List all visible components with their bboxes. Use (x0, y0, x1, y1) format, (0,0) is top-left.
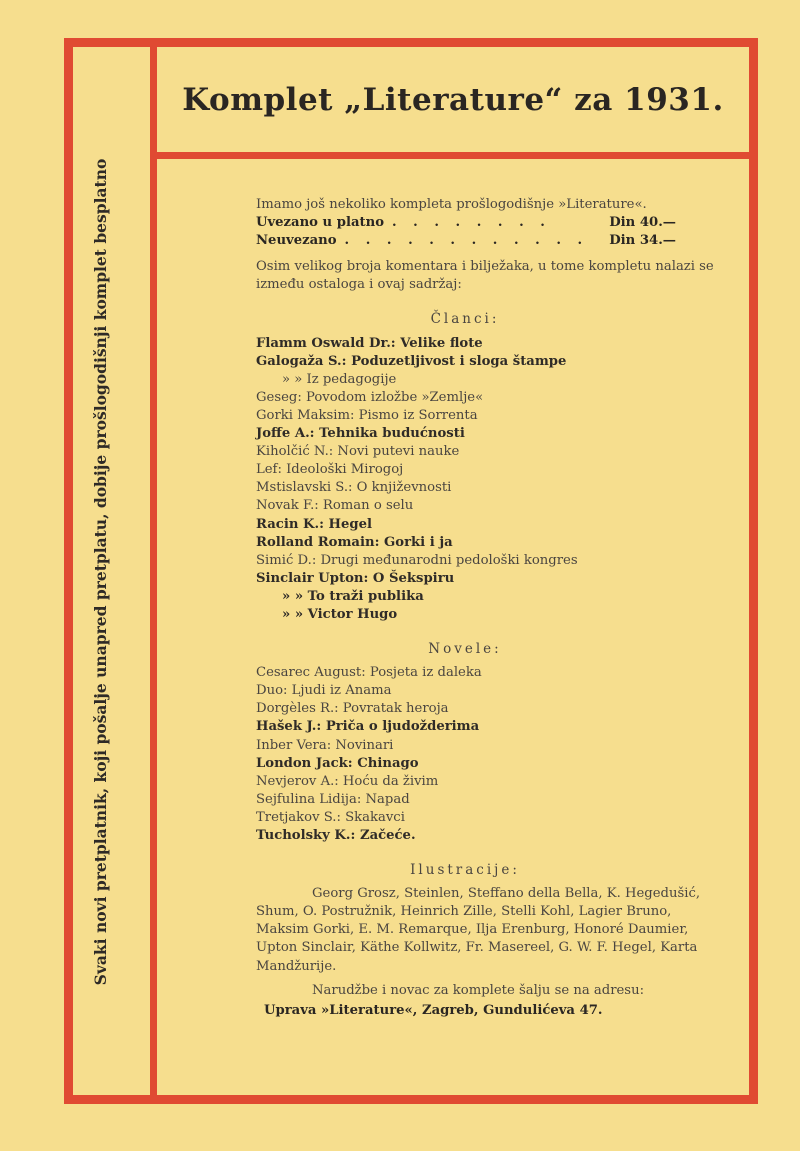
contents-intro: Osim velikog broja komentara i bilježaka, u tome kompletu nalazi se između ostaloga i ovaj sadržaj: (256, 259, 714, 293)
list-item: London Jack: Chinago (256, 755, 419, 771)
list-item: Nevjerov A.: Hoću da živim (256, 773, 439, 789)
list-item: Dorgèles R.: Povratak heroja (256, 701, 449, 717)
list-item: Tretjakov S.: Skakavci (256, 809, 405, 825)
address: Uprava »Literature«, Zagreb, Gundulićeva 47. (264, 1002, 603, 1018)
price-leader: . . . . . . . . (392, 215, 551, 231)
price-value: Din 40.— (609, 215, 676, 231)
price-row (256, 232, 676, 250)
list-item: » » Victor Hugo (282, 606, 398, 622)
list-item: Rolland Romain: Gorki i ja (256, 534, 453, 550)
content (200, 196, 730, 1020)
price-value: Din 34.— (609, 233, 676, 249)
list-item: Simić D.: Drugi međunarodni pedološki kongres (256, 552, 578, 568)
price-leader: . . . . . . . . . . . . (344, 233, 589, 249)
vertical-divider (150, 47, 157, 1095)
list-item: » » To traži publika (282, 588, 424, 604)
list-item: Joffe A.: Tehnika budućnosti (256, 426, 465, 442)
list-item: Kiholčić N.: Novi putevi nauke (256, 444, 460, 460)
articles-heading: Članci: (430, 311, 500, 328)
list-item: Tucholsky K.: Začeće. (256, 828, 416, 843)
list-item: Mstislavski S.: O književnosti (256, 480, 452, 496)
orders-text: Narudžbe i novac za komplete šalju se na adresu: (312, 982, 645, 998)
novels-heading: Novele: (428, 641, 502, 658)
price-name: Uvezano u platno (256, 215, 384, 231)
list-item: Novak F.: Roman o selu (256, 498, 414, 514)
price-row (256, 214, 676, 232)
novels-list (256, 664, 730, 845)
side-note: Svaki novi pretplatnik, koji pošalje unapred pretplatu, dobije prošlogodišnji komplet besplatno (91, 158, 110, 986)
page-title: Komplet „Literature“ za 1931. (182, 81, 724, 118)
list-item: Hašek J.: Priča o ljudožderima (256, 719, 480, 735)
intro-text: Imamo još nekoliko kompleta prošlogodišnje »Literature«. (256, 197, 647, 212)
list-item: Racin K.: Hegel (256, 516, 373, 532)
list-item: Duo: Ljudi iz Anama (256, 683, 392, 699)
list-item: Inber Vera: Novinari (256, 737, 394, 753)
horizontal-divider (157, 152, 749, 159)
list-item: Galogaža S.: Poduzetljivost i sloga štampe (256, 353, 567, 369)
list-item: Flamm Oswald Dr.: Velike flote (256, 335, 483, 351)
list-item: » » Iz pedagogije (282, 371, 397, 387)
list-item: Cesarec August: Posjeta iz daleka (256, 665, 482, 681)
list-item: Lef: Ideološki Mirogoj (256, 462, 404, 478)
articles-list (256, 335, 730, 625)
illustrations-heading: Ilustracije: (410, 862, 520, 879)
list-item: Geseg: Povodom izložbe »Zemlje« (256, 389, 484, 405)
price-name: Neuvezano (256, 233, 337, 249)
list-item: Gorki Maksim: Pismo iz Sorrenta (256, 407, 478, 423)
illustrations-text: Georg Grosz, Steinlen, Steffano della Bella, K. Hegedušić, Shum, O. Postružnik, Heinrich Zille, Stelli Kohl, Lagier Bruno, Maksim Gorki, E. M. Remarque, Ilja Erenburg, Honoré Daumier, Upton Sinclair, Käthe Kollwitz, Fr. Masereel, G. W. F. Hegel, Karta Mandžurije. (256, 886, 701, 974)
list-item: Sinclair Upton: O Šekspiru (256, 570, 455, 586)
list-item: Sejfulina Lidija: Napad (256, 791, 410, 807)
